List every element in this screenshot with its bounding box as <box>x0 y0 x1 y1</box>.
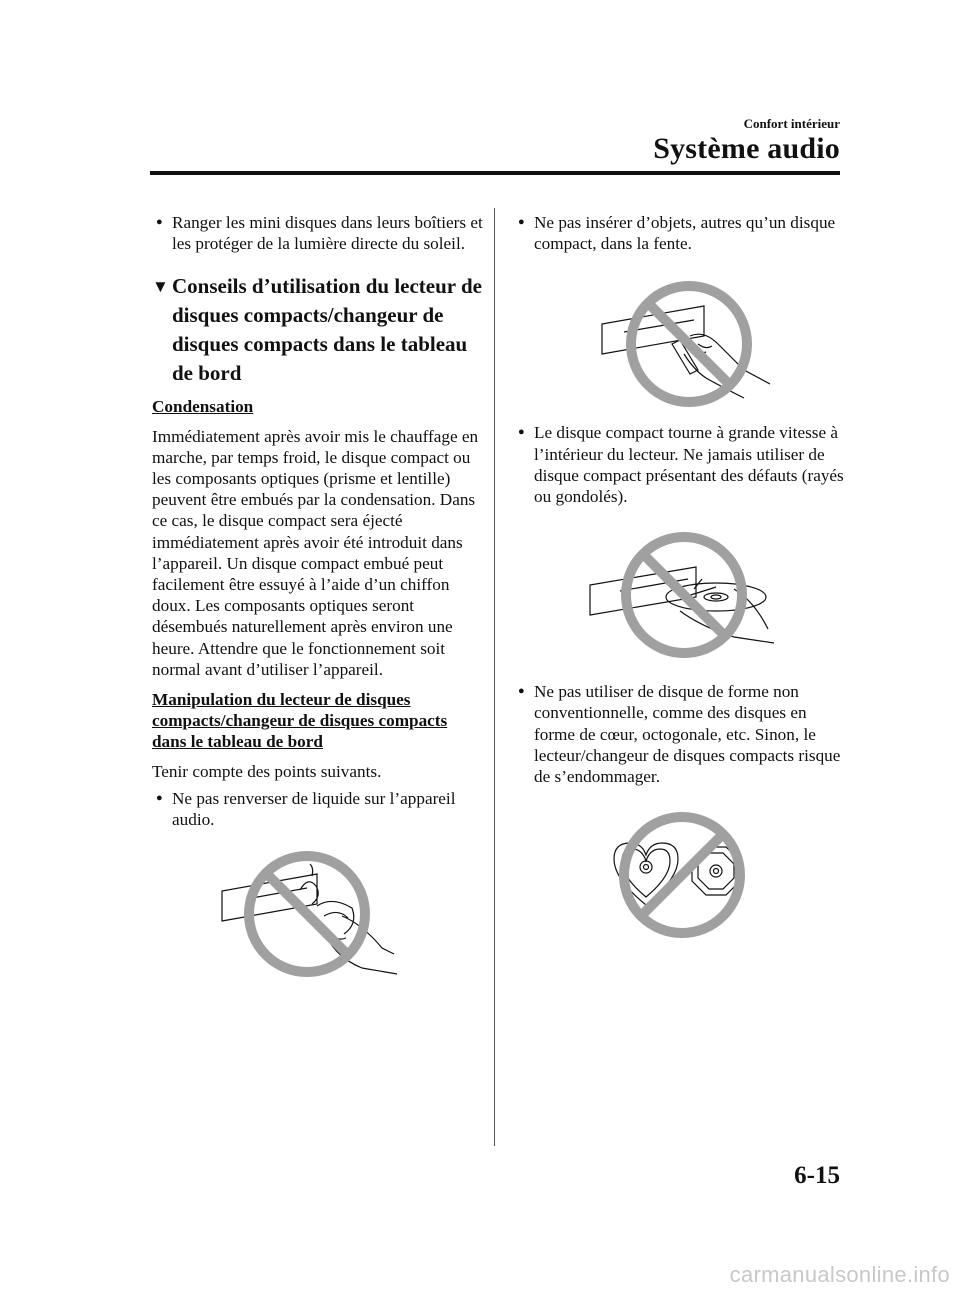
bullet-icon: ● <box>518 216 525 228</box>
bullet-icon: ● <box>518 685 525 698</box>
illustration-no-liquid <box>212 846 402 986</box>
page-number: 6-15 <box>794 1162 840 1189</box>
left-column <box>152 212 484 986</box>
points-intro: Tenir compte des points suivants. <box>152 761 382 781</box>
manipulation-heading: Manipulation du lecteur de disques compacts/changeur de disques compacts dans le tableau de bord <box>152 690 448 752</box>
bullet-text: Ne pas utiliser de disque de forme non conventionnelle, comme des disques en forme de cœur, octogonale, etc. Sinon, le lecteur/changeur de disques compacts risque de s’endommager. <box>534 682 841 787</box>
bullet-text: Le disque compact tourne à grande vitesse à l’intérieur du lecteur. Ne jamais utiliser de disque compact présentant des défauts (rayés ou gondolés). <box>534 423 844 507</box>
triangle-marker-icon: ▼ <box>152 277 169 297</box>
header-title: Système audio <box>653 132 840 165</box>
bullet-text: Ne pas renverser de liquide sur l’appareil audio. <box>172 788 456 830</box>
section-heading <box>152 272 484 388</box>
header-section-label: Confort intérieur <box>743 116 840 131</box>
column-divider <box>494 208 495 1146</box>
header-rule <box>150 171 840 175</box>
bullet-no-objects <box>514 212 844 254</box>
watermark: carmanualsonline.info <box>729 1262 950 1287</box>
bullet-icon: ● <box>156 216 163 228</box>
bullet-store-minidisc <box>152 212 484 254</box>
condensation-paragraph: Immédiatement après avoir mis le chauffage en marche, par temps froid, le disque compact ou les composants optiques (prisme et lentille) peuvent être embués par la condensation. Dans ce cas, le disque compact sera éjecté immédiatement après avoir été introduit dans l’appareil. Un disque compact embué peut facilement être essuyé à l’aide d’un chiffon doux. Les composants optiques seront désembués naturellement après environ une heure. Attendre que le fonctionnement soit normal avant d’utiliser l’appareil. <box>152 426 479 679</box>
bullet-text: Ranger les mini disques dans leurs boîtiers et les protéger de la lumière directe du soleil. <box>172 213 483 254</box>
illustration-damaged-disc <box>584 527 784 667</box>
bullet-non-standard-disc <box>514 681 844 787</box>
section-heading-text: Conseils d’utilisation du lecteur de disques compacts/changeur de disques compacts dans le tableau de bord <box>172 274 482 386</box>
bullet-icon: ● <box>518 426 525 439</box>
bullet-disc-speed <box>514 422 844 507</box>
bullet-no-liquid <box>152 788 484 830</box>
right-column <box>514 212 844 949</box>
bullet-icon: ● <box>156 791 163 804</box>
illustration-nonstandard-discs <box>602 809 762 949</box>
illustration-no-objects <box>594 274 784 414</box>
bullet-text: Ne pas insérer d’objets, autres qu’un disque compact, dans la fente. <box>534 213 836 254</box>
condensation-heading: Condensation <box>152 397 254 417</box>
